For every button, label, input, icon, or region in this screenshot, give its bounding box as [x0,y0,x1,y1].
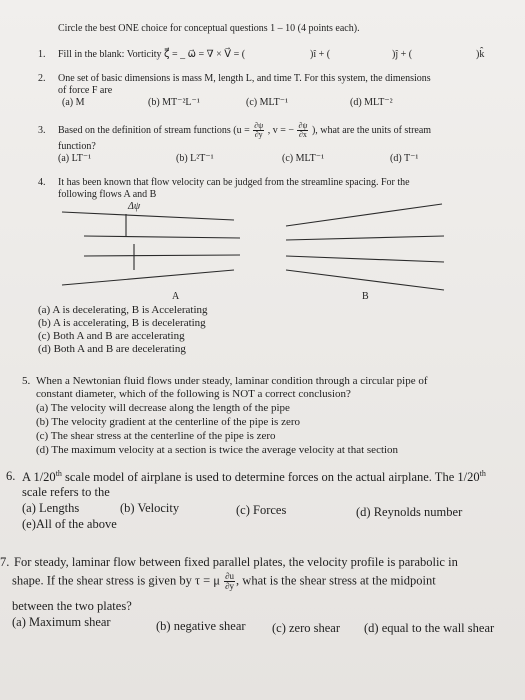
flow-b-bottom-line [286,270,444,290]
q7-post: , what is the shear stress at the midpoint [236,573,436,588]
q6-option-c: (c) Forces [236,503,287,517]
q3-post: ), what are the units of stream [311,124,432,136]
instructions-header: Circle the best ONE choice for conceptual questions 1 – 10 (4 points each). [58,23,360,34]
q1-blank-k: )k̂ [476,49,485,60]
q6-line2: scale refers to the [22,485,110,499]
q5-line2: constant diameter, which of the following is NOT a correct conclusion? [36,388,351,400]
flow-b-streamlines [286,204,444,290]
q5-option-c: (c) The shear stress at the centerline of the pipe is zero [36,430,276,442]
flow-b-lower-middle-line [286,256,444,262]
q3-f2-top: ∂ψ [298,121,308,130]
q7-number: 7. [0,555,10,569]
q7-line2 [12,572,436,591]
q2-option-b: (b) MT⁻²L⁻¹ [148,97,200,108]
q7-f-top: ∂u [225,571,235,581]
q3-mid: , v = − [267,124,294,136]
q1-blank-i: )î + ( [310,49,331,60]
q3-option-c: (c) MLT⁻¹ [282,153,325,164]
q4-option-c: (c) Both A and B are accelerating [38,330,185,342]
q7-option-c: (c) zero shear [272,621,341,635]
flow-a-upper-middle-line [84,236,240,238]
q3-number: 3. [38,125,46,136]
flow-a-top-line [62,212,234,220]
q6-option-d: (d) Reynolds number [356,505,463,519]
q7-f-bot: ∂y [225,581,235,591]
q5-option-a: (a) The velocity will decrease along the length of the pipe [36,402,290,414]
q3-line2: function? [58,141,96,152]
q2-option-d: (d) MLT⁻² [350,97,393,108]
q2-line1: One set of basic dimensions is mass M, length L, and time T. For this system, the dimensions [58,73,431,84]
q7-option-b: (b) negative shear [156,619,246,633]
q4-number: 4. [38,177,46,188]
flow-a-label: A [172,291,180,302]
q6-sup2: th [479,469,486,478]
q3-option-b: (b) L²T⁻¹ [176,153,214,164]
q4-option-a: (a) A is decelerating, B is Accelerating [38,304,208,316]
q6-option-e: (e)All of the above [22,517,117,531]
q3-option-a: (a) LT⁻¹ [58,153,92,164]
q7-option-a: (a) Maximum shear [12,615,111,629]
q5-number: 5. [22,375,31,387]
q5-line1: When a Newtonian fluid flows under steady, laminar condition through a circular pipe of [36,375,428,387]
q6-number: 6. [6,469,16,483]
q6-option-b: (b) Velocity [120,501,180,515]
q7-pre: shape. If the shear stress is given by τ = μ [12,573,220,588]
q4-option-d: (d) Both A and B are decelerating [38,343,186,355]
q3-pre: Based on the definition of stream functions (u = [58,124,250,136]
q4-delta-psi-label: Δψ [128,201,141,212]
q2-line2: of force F are [58,85,113,96]
q7-line1: For steady, laminar flow between fixed parallel plates, the velocity profile is parabolic in [14,555,458,569]
flow-b-label: B [362,291,369,302]
q3-option-d: (d) T⁻¹ [390,153,419,164]
q3-f2-bot: ∂x [298,130,307,139]
q2-option-a: (a) M [62,97,85,108]
q6-option-a: (a) Lengths [22,501,80,515]
q6-line1-start: A 1/20 [22,470,56,485]
q1-text: Fill in the blank: Vorticity ζ⃗ = _ ω⃗ = ∇ × V⃗ = ( [58,49,246,60]
q2-option-c: (c) MLT⁻¹ [246,97,289,108]
q4-line1: It has been known that flow velocity can be judged from the streamline spacing. For the [58,177,410,188]
q3-f1-top: ∂ψ [254,121,264,130]
q6-sup1: th [55,469,62,478]
q2-number: 2. [38,73,46,84]
flow-b-upper-middle-line [286,236,444,240]
q7-line3: between the two plates? [12,599,132,613]
flow-a-lower-middle-line [84,255,240,256]
q1-blank-j: )ĵ + ( [392,49,413,60]
flow-b-top-line [286,204,442,226]
flow-a-streamlines [62,212,240,285]
q4-line2: following flows A and B [58,189,157,200]
q6-line1 [22,470,486,484]
q7-option-d: (d) equal to the wall shear [364,621,495,635]
q6-line1-rest: scale model of airplane is used to determine forces on the actual airplane. The 1/20 [61,470,480,485]
q4-option-b: (b) A is accelerating, B is decelerating [38,317,206,329]
flow-a-bottom-line [62,270,234,285]
q7-fraction [224,572,235,591]
q1-number: 1. [38,49,46,60]
q5-option-b: (b) The velocity gradient at the centerline of the pipe is zero [36,416,300,428]
q3-f1-bot: ∂y [254,130,263,139]
q5-option-d: (d) The maximum velocity at a section is twice the average velocity at that section [36,444,399,456]
